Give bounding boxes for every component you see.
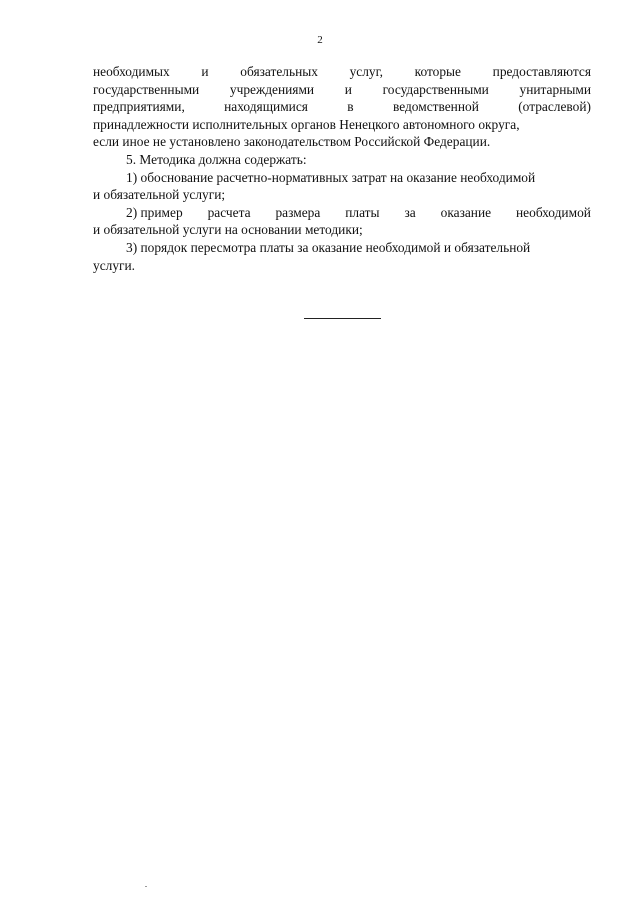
- item-2-line-1: [93, 204, 591, 222]
- word: ведомственной: [392, 99, 479, 115]
- paragraph-1-line-4: принадлежности исполнительных органов Ненецкого автономного округа,: [93, 116, 520, 132]
- word: необходимых: [93, 64, 170, 79]
- paragraph-1-line-1: [93, 63, 591, 81]
- word: которые: [414, 64, 461, 79]
- word: учреждениями: [229, 81, 315, 97]
- word: и: [344, 81, 352, 97]
- word: предприятиями,: [93, 99, 185, 115]
- word: унитарными: [519, 81, 591, 97]
- item-1-line-1: 1) обоснование расчетно-нормативных затрат на оказание необходимой: [126, 169, 536, 185]
- word: расчета: [207, 204, 251, 220]
- item-3-line-1: 3) порядок пересмотра платы за оказание необходимой и обязательной: [126, 239, 531, 255]
- word: и: [201, 64, 209, 79]
- paragraph-1-line-5: если иное не установлено законодательством Российской Федерации.: [93, 134, 491, 150]
- end-separator-line: [304, 318, 381, 319]
- word: за: [404, 204, 416, 220]
- word: обязательных: [240, 64, 318, 79]
- item-2-line-2: и обязательной услуги на основании методики;: [93, 222, 363, 238]
- word: в: [347, 99, 354, 115]
- word: (отраслевой): [518, 99, 591, 115]
- page-number: 2: [317, 34, 323, 46]
- word: государственными: [382, 81, 489, 97]
- word: государственными: [93, 81, 200, 97]
- word: 2) пример: [126, 204, 183, 220]
- item-3-line-2: услуги.: [93, 257, 136, 273]
- word: оказание: [440, 204, 492, 220]
- item-1-line-2: и обязательной услуги;: [93, 187, 226, 203]
- word: платы: [345, 204, 380, 220]
- word: предоставляются: [492, 64, 591, 79]
- word: находящимися: [224, 99, 308, 115]
- word: размера: [275, 204, 321, 220]
- word: услуг,: [349, 64, 383, 79]
- paragraph-1-line-3: [93, 98, 591, 116]
- document-body: [93, 63, 591, 274]
- paragraph-1-line-2: [93, 81, 591, 99]
- word: необходимой: [516, 204, 591, 220]
- paragraph-2-heading: 5. Методика должна содержать:: [126, 151, 307, 167]
- scan-speck: [145, 886, 147, 887]
